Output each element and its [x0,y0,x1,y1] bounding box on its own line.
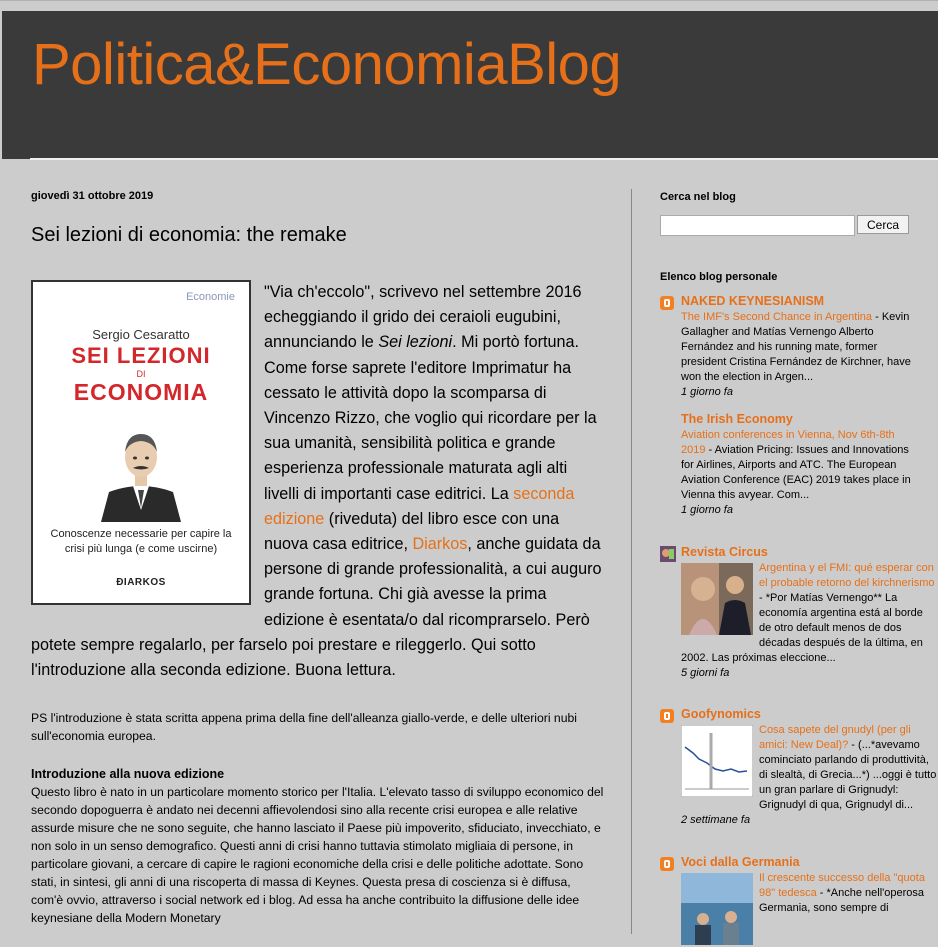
post-title[interactable]: Sei lezioni di economia: the remake [31,224,347,246]
bloglist-blog-name[interactable]: NAKED KEYNESIANISM [681,294,825,308]
intro-heading: Introduzione alla nuova edizione [31,767,225,781]
blogger-icon [660,857,674,871]
cover-author: Sergio Cesaratto [92,327,190,342]
bloglist-post-title[interactable]: Il crescente successo della "quota 98" tedesca [759,872,925,899]
bloglist-post-title[interactable]: Aviation conferences in Vienna, Nov 6th-8th 2019 [681,429,895,456]
blogger-icon [660,709,674,723]
bloglist-blog-name[interactable]: Revista Circus [681,545,768,559]
bloglist-blog-name[interactable]: Voci dalla Germania [681,855,800,869]
post-date: giovedì 31 ottobre 2019 [31,190,154,202]
search-input[interactable] [660,215,855,236]
blogger-icon [660,296,674,310]
bloglist-snippet: - *Por Matías Vernengo** La economía argentina está al borde de otro default menos de dos décadas después de la última, en 2002. Las próximas eleccione... [681,592,923,664]
bloglist-snippet: - *Anche nell'operosa Germania, sono sempre di [759,887,925,914]
bloglist-title: Elenco blog personale [660,271,778,283]
cover-title-line3: ECONOMIA [73,379,209,405]
bloglist-post-title[interactable]: The IMF's Second Chance in Argentina [681,311,873,323]
chart-thumbnail-icon[interactable] [681,725,753,797]
intro-text-1: "Via ch'eccolo", scrivevo nel settembre 2016 echeggiando il grido dei ceraioli eugubini, annunciando le [264,283,582,352]
cover-series: Economie [186,291,235,303]
bloglist-post [681,871,938,947]
bloglist-post-title[interactable]: Cosa sapete del gnudyl (per gli amici: New Deal)? [759,724,911,751]
cover-float-spacer [31,280,264,610]
diarkos-link[interactable]: Diarkos [412,535,468,554]
bloglist-blog-name[interactable]: Goofynomics [681,707,761,721]
cover-subtitle: Conoscenze necessarie per capire la crisi più lunga (e come uscirne) [50,528,232,555]
post-intro [31,280,606,683]
bloglist-snippet: - Kevin Gallagher and Matías Vernengo Alberto Fernández and his running mate, former president Cristina Fernández de Kirchner, have won the election in Argen... [681,311,911,383]
bloglist-post [681,428,916,518]
post-thumbnail-icon[interactable] [681,873,753,945]
bloglist-time-ago: 2 settimane fa [681,814,751,826]
blog-title[interactable]: Politica&EconomiaBlog [32,32,622,97]
search-button[interactable]: Cerca [857,215,909,234]
post-ps: PS l'introduzione è stata scritta appena prima della fine dell'alleanza giallo-verde, e delle ulteriori nubi sull'economia europea. [31,711,577,743]
revista-circus-favicon-icon [660,546,676,562]
top-border [0,0,938,1]
bloglist-post [681,723,938,828]
sidebar [660,186,938,914]
intro-text-4: , anche guidata da persone di grande professionalità, a cui auguro grande fortuna. Chi già avesse la prima edizione è esentata/o dal ricomprarselo. Però potete sempre regalarlo, per farselo poi prestare e rileggerlo. Qui sotto l'introduzione alla seconda edizione. Buona lettura. [31,535,602,680]
bloglist-blog-name[interactable]: The Irish Economy [681,412,793,426]
bloglist-post-title[interactable]: Argentina y el FMI: qué esperar con el probable retorno del kirchnerismo [759,562,935,589]
intro-book-title: Sei lezioni [378,333,453,352]
bloglist-post [681,561,938,681]
search-widget-title: Cerca nel blog [660,191,736,203]
header-divider [30,158,938,160]
post-column [31,186,606,925]
bloglist-snippet: - Aviation Pricing: Issues and Innovations for Airlines, Airports and ATC. The European Aviation Conference (EAC) 2019 takes place in Vienna this avyear. Com... [681,444,911,501]
column-divider [631,189,632,934]
intro-text-2: . Mi portò fortuna. Come forse saprete l'editore Imprimatur ha cessato le attività dopo la scomparsa di Vincenzo Rizzo, che voglio qui ricordare per la sua umanità, sensibilità politica e grande esperienza professionale maturata agli alti livelli di importanti case editrici. La [264,333,597,503]
bloglist-time-ago: 1 giorno fa [681,386,733,398]
bloglist-time-ago: 5 giorni fa [681,667,730,679]
bloglist-time-ago: 1 giorno fa [681,504,733,516]
post-body: Questo libro è nato in un particolare momento storico per l'Italia. L'elevato tasso di sviluppo economico del secondo dopoguerra è andato nei decenni affievolendosi sino alla recente crisi europea e alle relative assurde misure che ne sono seguite, che hanno lasciato il Paese più impoverito, sfiduciato, invecchiato, e non solo in un senso demografico. Questi anni di crisi hanno tuttavia stimolato migliaia di persone, in particolare giovani, a cercare di capire le ragioni economiche della crisi e delle politiche adottate. Sono stati, in sintesi, gli anni di una riscoperta di massa di Keynes. Questa presa di coscienza si è diffusa, com'è ovvio, attraverso i social network ed i blog. Ad essa ha anche contribuito la diffusione delle idee keynesiane della Modern Monetary [31,785,604,925]
cover-publisher: ÐIARKOS [116,577,166,588]
bloglist-snippet: - (...*avevamo cominciato parlando di produttività, di slealtà, di Grecia...*) ...oggi è tutto un gran parlare di Grignudyl: Grignudyl di qua, Grignudyl di... [759,739,937,811]
second-edition-link[interactable]: seconda edizione [264,484,575,528]
cover-title-line1: SEI LEZIONI [71,343,211,368]
bloglist-post [681,310,916,400]
post-thumbnail-icon[interactable] [681,563,753,635]
cover-title-line2: DI [136,369,146,379]
intro-text-3: (riveduta) del libro esce con una nuova casa editrice, [264,509,560,554]
